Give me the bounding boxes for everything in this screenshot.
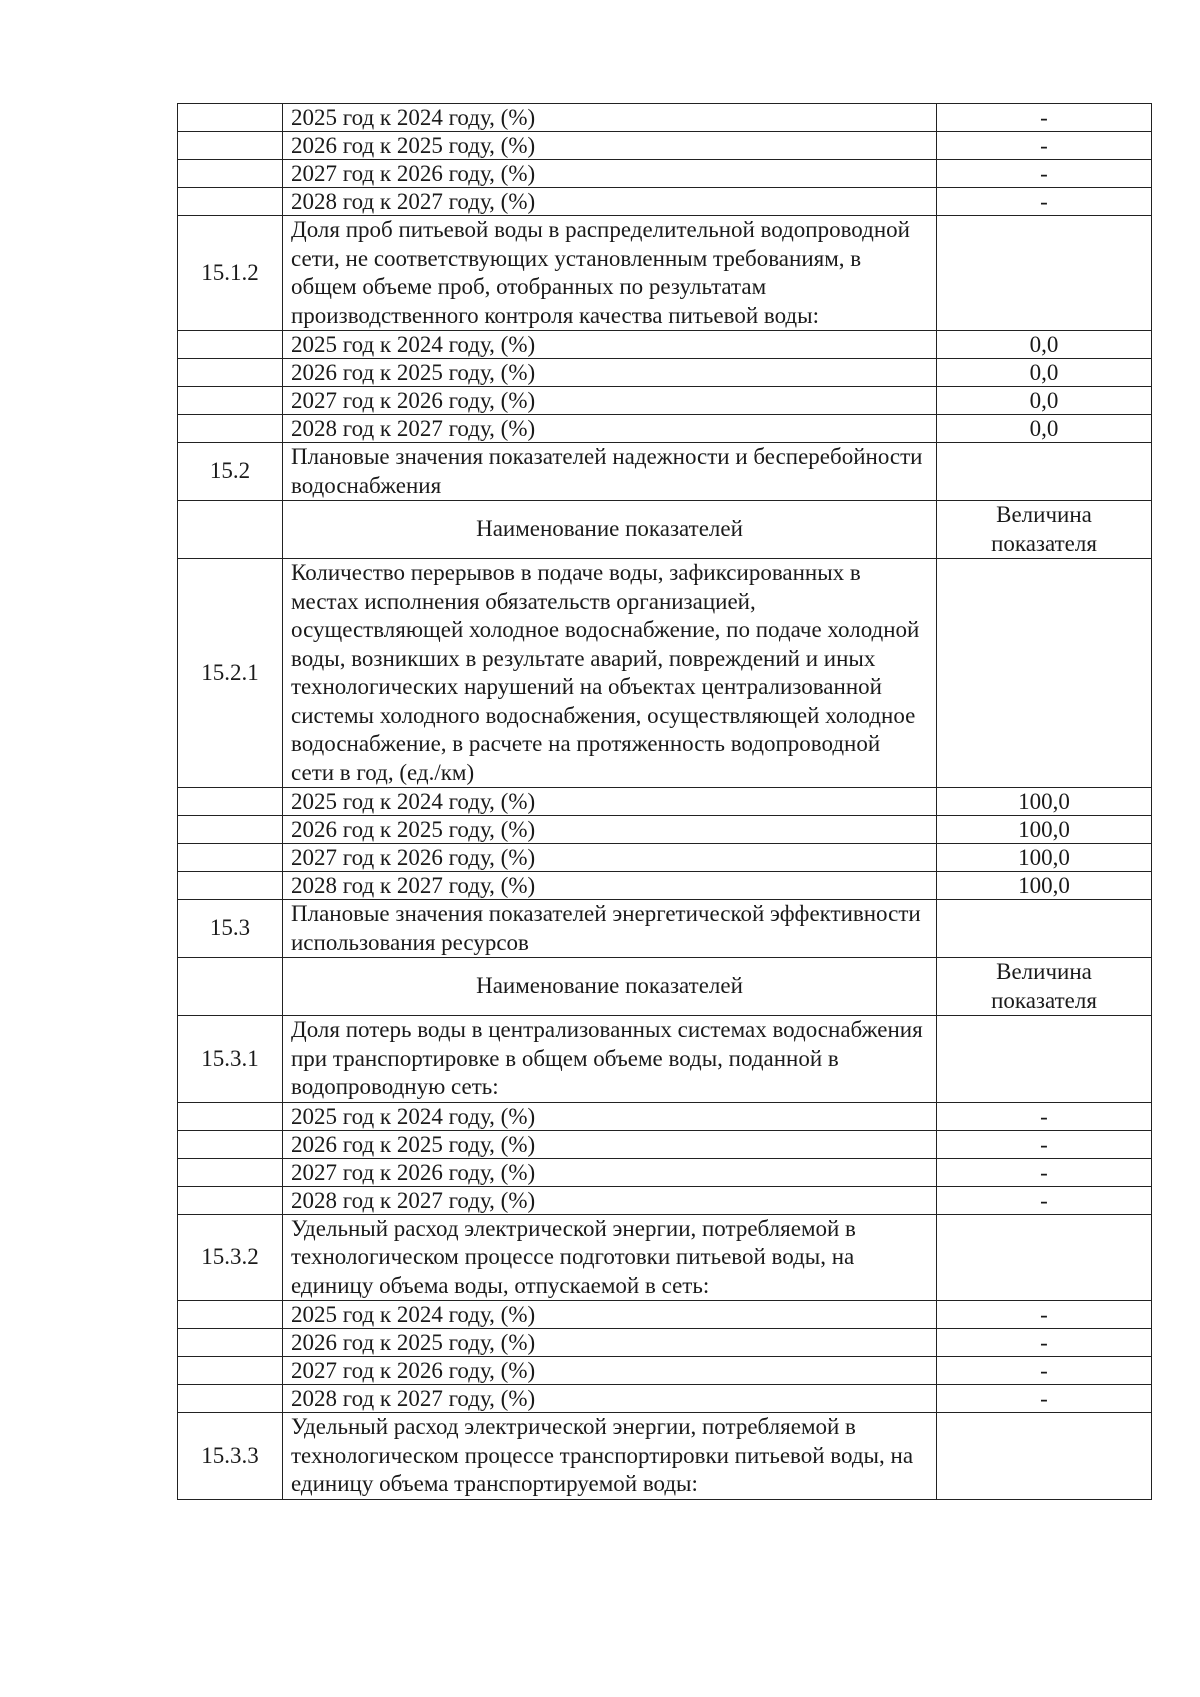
row-text-cell: 2027 год к 2026 году, (%): [283, 844, 937, 872]
row-value-cell: [937, 1016, 1152, 1103]
row-value-cell: 100,0: [937, 872, 1152, 900]
row-text-cell: 2027 год к 2026 году, (%): [283, 1158, 937, 1186]
row-value-cell: -: [937, 1186, 1152, 1214]
row-text-cell: Количество перерывов в подаче воды, зафиксированных в местах исполнения обязательств организацией, осуществляющей холодное водоснабжение, по подаче холодной воды, возникших в результате аварий, повреждений и иных технологических нарушений на объектах централизованной системы холодного водоснабжения, осуществляющей холодное водоснабжение, в расчете на протяженность водопроводной сети в год, (ед./км): [283, 559, 937, 788]
row-number-cell: 15.3.3: [178, 1413, 283, 1500]
year-row: [178, 1130, 1152, 1158]
row-number-cell: 15.2.1: [178, 559, 283, 788]
year-row: [178, 188, 1152, 216]
row-number-cell: [178, 816, 283, 844]
row-number-cell: [178, 1357, 283, 1385]
row-value-cell: -: [937, 132, 1152, 160]
year-row: [178, 359, 1152, 387]
row-text-cell: 2027 год к 2026 году, (%): [283, 387, 937, 415]
row-number-cell: [178, 415, 283, 443]
year-row: [178, 1357, 1152, 1385]
row-text-cell: Доля потерь воды в централизованных системах водоснабжения при транспортировке в общем объеме воды, поданной в водопроводную сеть:: [283, 1016, 937, 1103]
row-value-cell: -: [937, 1329, 1152, 1357]
row-value-cell: -: [937, 1385, 1152, 1413]
row-number-cell: 15.3.2: [178, 1214, 283, 1301]
row-text-cell: 2025 год к 2024 году, (%): [283, 331, 937, 359]
row-value-cell: [937, 559, 1152, 788]
year-row: [178, 844, 1152, 872]
row-value-cell: -: [937, 1130, 1152, 1158]
row-text-cell: Плановые значения показателей надежности и бесперебойности водоснабжения: [283, 443, 937, 501]
indicator-row: [178, 1016, 1152, 1103]
year-row: [178, 872, 1152, 900]
row-text-cell: 2025 год к 2024 году, (%): [283, 788, 937, 816]
row-number-cell: [178, 1102, 283, 1130]
row-number-cell: [178, 359, 283, 387]
year-row: [178, 816, 1152, 844]
row-text-cell: 2027 год к 2026 году, (%): [283, 160, 937, 188]
row-number-cell: [178, 1385, 283, 1413]
row-text-cell: 2026 год к 2025 году, (%): [283, 359, 937, 387]
year-row: [178, 1158, 1152, 1186]
row-text-cell: 2027 год к 2026 году, (%): [283, 1357, 937, 1385]
row-number-cell: [178, 872, 283, 900]
row-number-cell: [178, 132, 283, 160]
row-value-cell: -: [937, 1357, 1152, 1385]
row-text-cell: 2026 год к 2025 году, (%): [283, 1329, 937, 1357]
indicator-row: [178, 900, 1152, 958]
row-text-cell: 2028 год к 2027 году, (%): [283, 415, 937, 443]
year-row: [178, 1186, 1152, 1214]
row-text-cell: Удельный расход электрической энергии, потребляемой в технологическом процессе транспортировки питьевой воды, на единицу объема транспортируемой воды:: [283, 1413, 937, 1500]
table-header-row: [178, 501, 1152, 559]
row-value-cell: -: [937, 1102, 1152, 1130]
year-row: [178, 1301, 1152, 1329]
row-value-cell: 0,0: [937, 331, 1152, 359]
row-number-cell: 15.2: [178, 443, 283, 501]
row-text-cell: Плановые значения показателей энергетической эффективности использования ресурсов: [283, 900, 937, 958]
indicator-row: [178, 1413, 1152, 1500]
row-value-cell: -: [937, 104, 1152, 132]
indicator-row: [178, 559, 1152, 788]
row-number-cell: [178, 387, 283, 415]
row-value-cell: -: [937, 160, 1152, 188]
row-number-cell: [178, 1158, 283, 1186]
row-value-cell: 0,0: [937, 359, 1152, 387]
row-number-cell: [178, 788, 283, 816]
row-text-cell: 2025 год к 2024 году, (%): [283, 104, 937, 132]
year-row: [178, 1385, 1152, 1413]
header-empty-cell: [178, 501, 283, 559]
table-header-row: [178, 958, 1152, 1016]
row-value-cell: 100,0: [937, 816, 1152, 844]
row-text-cell: 2028 год к 2027 году, (%): [283, 872, 937, 900]
indicator-row: [178, 1214, 1152, 1301]
row-text-cell: 2026 год к 2025 году, (%): [283, 132, 937, 160]
indicators-table-body: [178, 104, 1152, 1500]
indicator-row: [178, 216, 1152, 331]
row-value-cell: [937, 900, 1152, 958]
row-number-cell: [178, 1329, 283, 1357]
row-text-cell: 2026 год к 2025 году, (%): [283, 816, 937, 844]
row-number-cell: [178, 1301, 283, 1329]
year-row: [178, 788, 1152, 816]
year-row: [178, 331, 1152, 359]
year-row: [178, 160, 1152, 188]
row-number-cell: [178, 188, 283, 216]
year-row: [178, 1329, 1152, 1357]
row-value-cell: -: [937, 188, 1152, 216]
row-number-cell: [178, 331, 283, 359]
year-row: [178, 387, 1152, 415]
row-number-cell: [178, 1186, 283, 1214]
row-text-cell: 2026 год к 2025 году, (%): [283, 1130, 937, 1158]
header-empty-cell: [178, 958, 283, 1016]
row-text-cell: 2028 год к 2027 году, (%): [283, 188, 937, 216]
row-text-cell: Удельный расход электрической энергии, потребляемой в технологическом процессе подготовки питьевой воды, на единицу объема воды, отпускаемой в сеть:: [283, 1214, 937, 1301]
header-value-cell: Величина показателя: [937, 958, 1152, 1016]
header-name-cell: Наименование показателей: [283, 958, 937, 1016]
row-text-cell: Доля проб питьевой воды в распределительной водопроводной сети, не соответствующих установленным требованиям, в общем объеме проб, отобранных по результатам производственного контроля качества питьевой воды:: [283, 216, 937, 331]
year-row: [178, 415, 1152, 443]
year-row: [178, 132, 1152, 160]
row-value-cell: [937, 216, 1152, 331]
row-number-cell: 15.3.1: [178, 1016, 283, 1103]
indicator-row: [178, 443, 1152, 501]
row-number-cell: [178, 1130, 283, 1158]
row-number-cell: 15.3: [178, 900, 283, 958]
header-name-cell: Наименование показателей: [283, 501, 937, 559]
indicators-table: [177, 103, 1152, 1500]
row-value-cell: [937, 443, 1152, 501]
row-value-cell: 0,0: [937, 387, 1152, 415]
year-row: [178, 104, 1152, 132]
row-value-cell: 100,0: [937, 788, 1152, 816]
row-value-cell: 0,0: [937, 415, 1152, 443]
row-value-cell: [937, 1214, 1152, 1301]
year-row: [178, 1102, 1152, 1130]
row-number-cell: [178, 104, 283, 132]
row-number-cell: 15.1.2: [178, 216, 283, 331]
row-number-cell: [178, 844, 283, 872]
row-text-cell: 2025 год к 2024 году, (%): [283, 1301, 937, 1329]
row-number-cell: [178, 160, 283, 188]
row-text-cell: 2028 год к 2027 году, (%): [283, 1385, 937, 1413]
row-text-cell: 2025 год к 2024 году, (%): [283, 1102, 937, 1130]
row-value-cell: [937, 1413, 1152, 1500]
row-value-cell: -: [937, 1158, 1152, 1186]
row-text-cell: 2028 год к 2027 году, (%): [283, 1186, 937, 1214]
header-value-cell: Величина показателя: [937, 501, 1152, 559]
row-value-cell: -: [937, 1301, 1152, 1329]
row-value-cell: 100,0: [937, 844, 1152, 872]
